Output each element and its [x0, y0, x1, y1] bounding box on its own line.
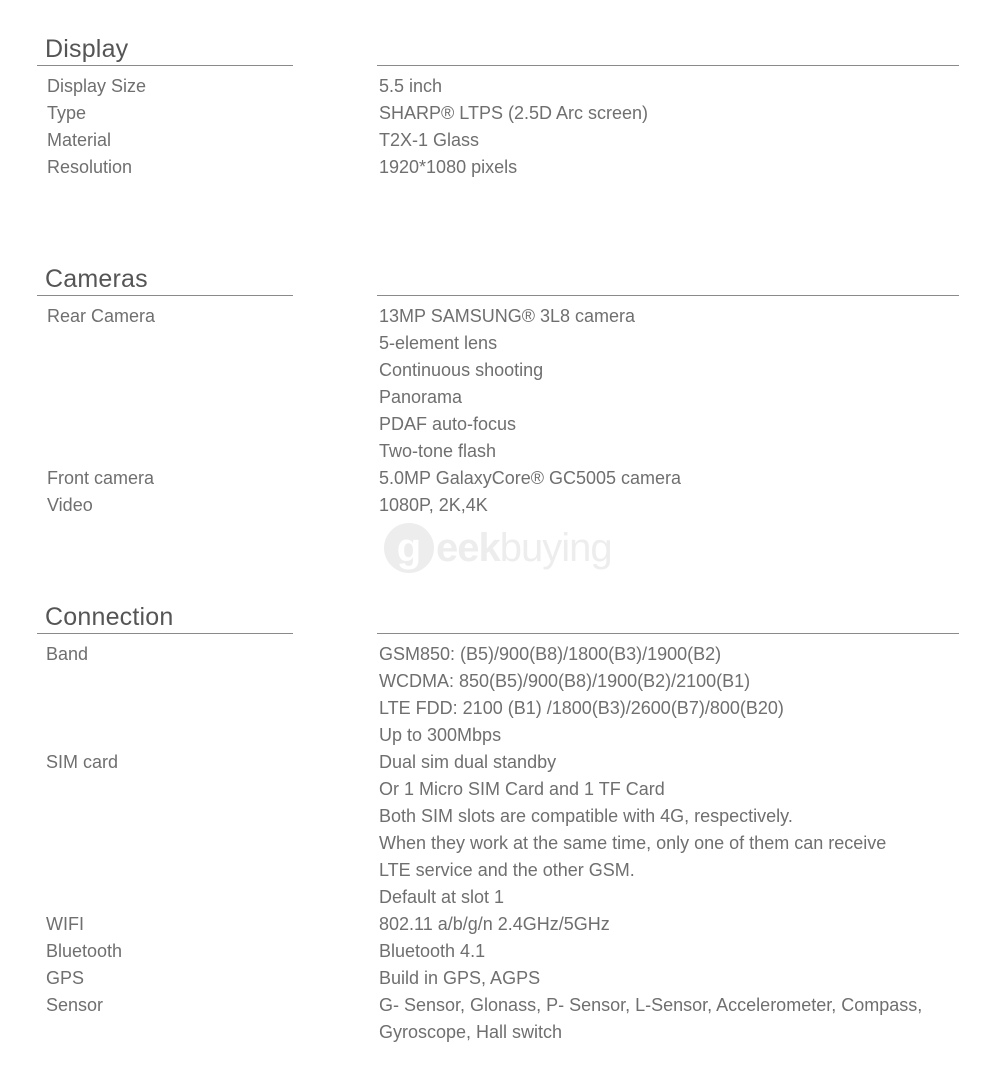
- spec-label: Resolution: [47, 157, 133, 177]
- section-rule-left: [37, 633, 293, 634]
- watermark-text-rest: buying: [499, 525, 612, 570]
- section-rule-left: [37, 295, 293, 296]
- spec-value: Or 1 Micro SIM Card and 1 TF Card: [379, 779, 665, 799]
- spec-value: 5.0MP GalaxyCore® GC5005 camera: [379, 468, 682, 488]
- spec-label: Rear Camera: [47, 306, 156, 326]
- spec-row: [0, 100, 1000, 127]
- spec-label: SIM card: [46, 752, 119, 772]
- spec-values: [379, 992, 969, 1046]
- spec-value: Gyroscope, Hall switch: [379, 1022, 563, 1042]
- watermark-logo: [384, 518, 624, 578]
- spec-row: [0, 911, 1000, 938]
- spec-values: [379, 73, 969, 100]
- spec-value: Default at slot 1: [379, 887, 505, 907]
- spec-value: SHARP® LTPS (2.5D Arc screen): [379, 103, 649, 123]
- section-rule-right: [377, 65, 959, 66]
- spec-label: Type: [47, 103, 87, 123]
- spec-label: GPS: [46, 968, 85, 988]
- spec-value: 5-element lens: [379, 333, 498, 353]
- spec-value: Bluetooth 4.1: [379, 941, 486, 961]
- spec-row: [0, 127, 1000, 154]
- spec-value: LTE FDD: 2100 (B1) /1800(B3)/2600(B7)/800(B20): [379, 698, 784, 718]
- spec-values: [379, 911, 969, 938]
- spec-row: [0, 154, 1000, 181]
- spec-row: [0, 938, 1000, 965]
- section-rule-right: [377, 633, 959, 634]
- spec-rows: [0, 303, 1000, 519]
- watermark-text-bold: eek: [436, 525, 500, 570]
- spec-label: Front camera: [47, 468, 155, 488]
- spec-value: Both SIM slots are compatible with 4G, respectively.: [379, 806, 793, 826]
- spec-value: 802.11 a/b/g/n 2.4GHz/5GHz: [379, 914, 610, 934]
- spec-value: 13MP SAMSUNG® 3L8 camera: [379, 306, 636, 326]
- spec-value: T2X-1 Glass: [379, 130, 480, 150]
- spec-value: When they work at the same time, only one of them can receive: [379, 833, 887, 853]
- spec-values: [379, 154, 969, 181]
- spec-rows: [0, 73, 1000, 181]
- spec-value: G- Sensor, Glonass, P- Sensor, L-Sensor, Accelerometer, Compass,: [379, 995, 923, 1015]
- spec-row: [0, 641, 1000, 749]
- spec-row: [0, 303, 1000, 465]
- spec-value: Continuous shooting: [379, 360, 544, 380]
- spec-values: [379, 965, 969, 992]
- spec-row: [0, 992, 1000, 1046]
- spec-label: Band: [46, 644, 89, 664]
- spec-value: Panorama: [379, 387, 463, 407]
- spec-label: Material: [47, 130, 112, 150]
- spec-values: [379, 641, 969, 749]
- spec-values: [379, 749, 969, 911]
- spec-row: [0, 965, 1000, 992]
- spec-label: Video: [47, 495, 93, 515]
- spec-value: WCDMA: 850(B5)/900(B8)/1900(B2)/2100(B1): [379, 671, 751, 691]
- spec-label: Display Size: [47, 76, 147, 96]
- section-title-display: Display: [45, 35, 129, 63]
- watermark-g-icon: g: [384, 523, 434, 573]
- watermark-text: [436, 526, 612, 571]
- spec-value: Two-tone flash: [379, 441, 497, 461]
- spec-value: 1080P, 2K,4K: [379, 495, 488, 515]
- spec-values: [379, 127, 969, 154]
- spec-value: 1920*1080 pixels: [379, 157, 518, 177]
- section-rule-left: [37, 65, 293, 66]
- section-title-cameras: Cameras: [45, 265, 148, 293]
- spec-value: Up to 300Mbps: [379, 725, 502, 745]
- spec-value: 5.5 inch: [379, 76, 443, 96]
- section-title-connection: Connection: [45, 603, 174, 631]
- spec-row: [0, 73, 1000, 100]
- spec-value: GSM850: (B5)/900(B8)/1800(B3)/1900(B2): [379, 644, 722, 664]
- spec-values: [379, 100, 969, 127]
- spec-values: [379, 465, 969, 492]
- spec-label: Bluetooth: [46, 941, 123, 961]
- spec-label: WIFI: [46, 914, 84, 934]
- spec-value: PDAF auto-focus: [379, 414, 517, 434]
- spec-values: [379, 938, 969, 965]
- spec-label: Sensor: [46, 995, 104, 1015]
- spec-value: Dual sim dual standby: [379, 752, 557, 772]
- section-rule-right: [377, 295, 959, 296]
- spec-row: [0, 749, 1000, 911]
- spec-row: [0, 465, 1000, 492]
- spec-value: Build in GPS, AGPS: [379, 968, 541, 988]
- spec-values: [379, 492, 969, 519]
- spec-rows: [0, 641, 1000, 1046]
- spec-row: [0, 492, 1000, 519]
- spec-value: LTE service and the other GSM.: [379, 860, 635, 880]
- spec-values: [379, 303, 969, 465]
